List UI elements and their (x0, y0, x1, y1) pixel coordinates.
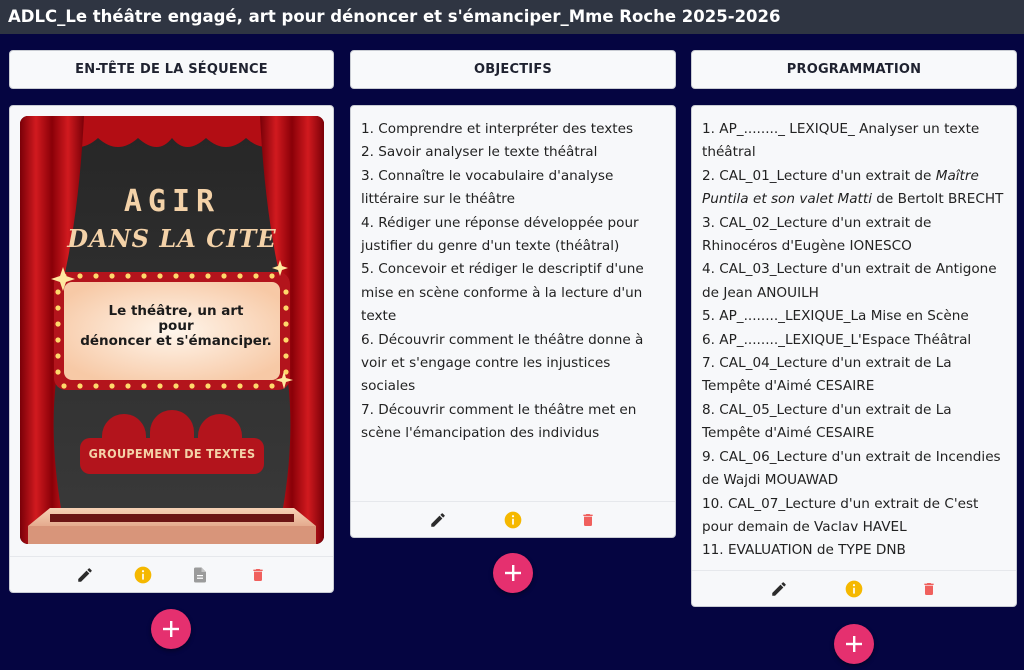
column-header-label: OBJECTIFS (474, 62, 552, 77)
add-objective-button[interactable] (493, 553, 533, 593)
pencil-icon[interactable] (427, 509, 449, 531)
programming-line: Puntila et son valet Matti de Bertolt BRECHT (702, 191, 1004, 208)
programming-line: 10. CAL_07_Lecture d'un extrait de C'est (702, 495, 979, 512)
trash-icon[interactable] (918, 578, 940, 600)
programming-line: 6. AP_........_LEXIQUE_L'Espace Théâtral (702, 331, 972, 348)
programming-card[interactable] (691, 105, 1017, 607)
objective-line: texte (361, 308, 397, 325)
pencil-icon[interactable] (74, 564, 96, 586)
plus-icon (845, 635, 863, 653)
work-title: Maître (935, 167, 979, 184)
plus-icon (504, 564, 522, 582)
sequence-poster-image (20, 116, 324, 544)
poster-group-label: GROUPEMENT DE TEXTES (88, 446, 256, 461)
programming-text (702, 118, 1006, 563)
programming-line: pour demain de Vaclav HAVEL (702, 518, 907, 535)
programming-line: 3. CAL_02_Lecture d'un extrait de (702, 214, 932, 231)
add-programming-button[interactable] (834, 624, 874, 664)
info-icon[interactable] (502, 509, 524, 531)
objectives-card[interactable] (350, 105, 676, 538)
objective-line: 3. Connaître le vocabulaire d'analyse (361, 167, 614, 184)
programming-line: 4. CAL_03_Lecture d'un extrait de Antigone (702, 261, 997, 278)
programming-line: Rhinocéros d'Eugène IONESCO (702, 238, 912, 255)
programming-line: Tempête d'Aimé CESAIRE (702, 425, 875, 442)
programming-line: 1. AP_........_ LEXIQUE_ Analyser un texte (702, 121, 980, 137)
objective-line: scène l'émancipation des individus (361, 425, 600, 442)
objective-line: 7. Découvrir comment le théâtre met en (361, 401, 637, 418)
card-actions (351, 501, 675, 537)
card-actions (10, 556, 333, 592)
programming-line: 11. EVALUATION de TYPE DNB (702, 542, 906, 559)
column-header-objectives[interactable] (350, 50, 676, 89)
pencil-icon[interactable] (768, 578, 790, 600)
programming-line: 2. CAL_01_Lecture d'un extrait de Maître (702, 167, 979, 184)
trash-icon[interactable] (247, 564, 269, 586)
programming-line: Tempête d'Aimé CESAIRE (702, 378, 875, 395)
programming-line: 5. AP_........_LEXIQUE_La Mise en Scène (702, 308, 969, 325)
poster-sign-text: Le théâtre, un art pour dénoncer et s'émanciper. (80, 303, 272, 349)
window-title: ADLC_Le théâtre engagé, art pour dénoncer et s'émanciper_Mme Roche 2025-2026 (0, 0, 1024, 34)
info-icon[interactable] (843, 578, 865, 600)
sequence-header-card[interactable] (9, 105, 334, 593)
objective-line: voir et s'engage contre les injustices (361, 355, 611, 372)
programming-line: 8. CAL_05_Lecture d'un extrait de La (702, 401, 952, 418)
add-sequence-header-button[interactable] (151, 609, 191, 649)
column-header-label: EN-TÊTE DE LA SÉQUENCE (75, 62, 268, 77)
poster-title: AGIR (123, 184, 221, 219)
objective-line: sociales (361, 378, 416, 395)
objective-line: 2. Savoir analyser le texte théâtral (361, 144, 598, 161)
objective-line: justifier du genre d'un texte (théâtral) (361, 238, 620, 255)
programming-line: 9. CAL_06_Lecture d'un extrait de Incendies (702, 448, 1001, 465)
objective-line: mise en scène conforme à la lecture d'un (361, 284, 643, 301)
column-header-sequence[interactable] (9, 50, 334, 89)
document-icon[interactable] (189, 564, 211, 586)
card-actions (692, 570, 1016, 606)
objective-line: 5. Concevoir et rédiger le descriptif d'une (361, 261, 644, 278)
objective-line: 4. Rédiger une réponse développée pour (361, 214, 639, 231)
poster-subtitle: DANS LA CITE (67, 224, 277, 253)
column-header-programming[interactable] (691, 50, 1017, 89)
objective-line: 1. Comprendre et interpréter des textes (361, 121, 634, 137)
programming-line: théâtral (702, 144, 756, 161)
programming-line: de Wajdi MOUAWAD (702, 472, 839, 489)
trash-icon[interactable] (577, 509, 599, 531)
programming-line: 7. CAL_04_Lecture d'un extrait de La (702, 355, 952, 372)
plus-icon (162, 620, 180, 638)
programming-line: de Jean ANOUILH (702, 284, 819, 301)
objectives-text (361, 118, 665, 446)
column-header-label: PROGRAMMATION (786, 62, 922, 77)
objective-line: littéraire sur le théâtre (361, 191, 515, 208)
objective-line: 6. Découvrir comment le théâtre donne à (361, 331, 644, 348)
info-icon[interactable] (132, 564, 154, 586)
work-title: Puntila et son valet Matti (702, 191, 872, 208)
